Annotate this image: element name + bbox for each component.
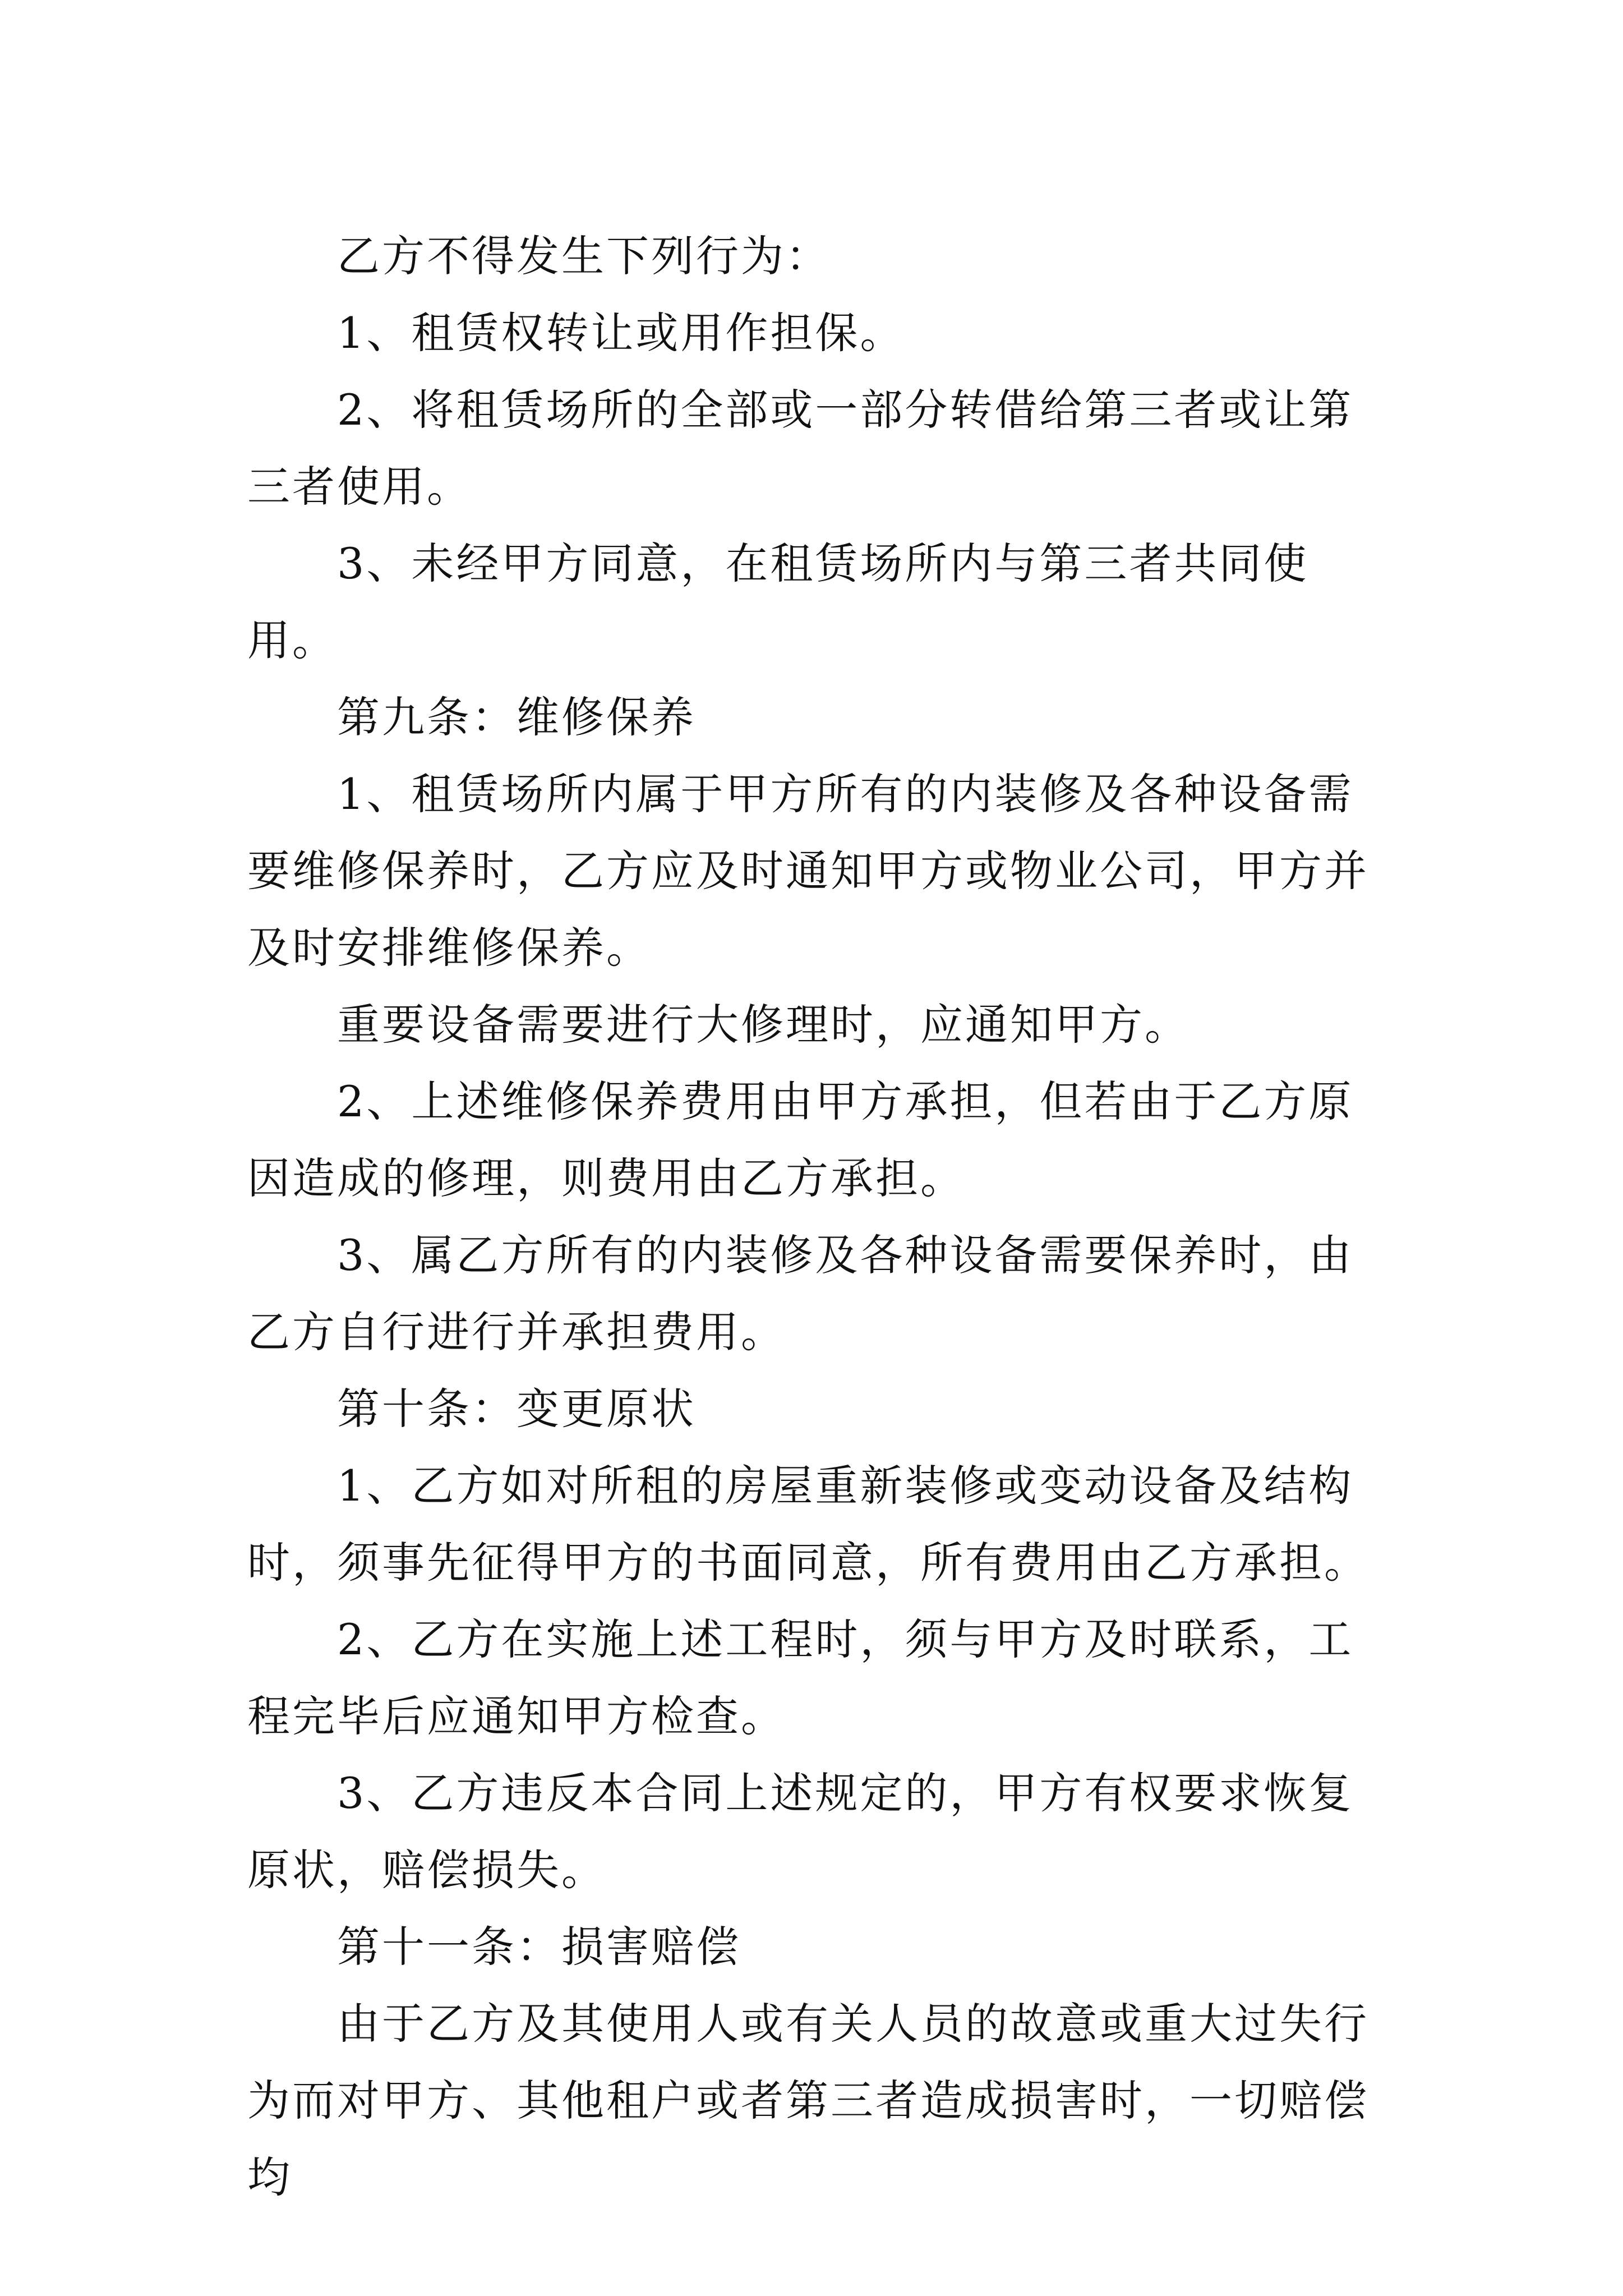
paragraph-article-9-major-repair: 重要设备需要进行大修理时，应通知甲方。 <box>337 1000 1189 1050</box>
paragraph-article-9-item-1: 1、租赁场所内属于甲方所有的内装修及各种设备需要维修保养时，乙方应及时通知甲方或物业公司，甲方并及时安排维修保养。 <box>247 769 1369 973</box>
paragraph-article-9-item-3: 3、属乙方所有的内装修及各种设备需要保养时，由乙方自行进行并承担费用。 <box>247 1230 1354 1357</box>
paragraph-article-10-item-1: 1、乙方如对所租的房屋重新装修或变动设备及结构时，须事先征得甲方的书面同意，所有费用由乙方承担。 <box>247 1461 1369 1588</box>
paragraph-article-10-item-3: 3、乙方违反本合同上述规定的，甲方有权要求恢复原状，赔偿损失。 <box>247 1768 1354 1895</box>
article-9-heading: 第九条：维修保养 <box>337 692 696 742</box>
document-body <box>247 218 1391 2216</box>
paragraph-article-11-body: 由于乙方及其使用人或有关人员的故意或重大过失行为而对甲方、其他租户或者第三者造成损害时，一切赔偿均 <box>247 1999 1369 2202</box>
article-10-heading: 第十条：变更原状 <box>337 1384 696 1434</box>
paragraph-item-2-sublet: 2、将租赁场所的全部或一部分转借给第三者或让第三者使用。 <box>247 385 1354 512</box>
paragraph-item-1-transfer: 1、租赁权转让或用作担保。 <box>337 308 905 358</box>
paragraph-item-3-shared-use: 3、未经甲方同意，在租赁场所内与第三者共同使用。 <box>247 539 1309 665</box>
paragraph-article-9-item-2: 2、上述维修保养费用由甲方承担，但若由于乙方原因造成的修理，则费用由乙方承担。 <box>247 1076 1354 1203</box>
article-11-heading: 第十一条：损害赔偿 <box>337 1922 741 1972</box>
paragraph-article-10-item-2: 2、乙方在实施上述工程时，须与甲方及时联系，工程完毕后应通知甲方检查。 <box>247 1614 1354 1741</box>
paragraph-prohibited-acts-intro: 乙方不得发生下列行为： <box>337 231 831 281</box>
